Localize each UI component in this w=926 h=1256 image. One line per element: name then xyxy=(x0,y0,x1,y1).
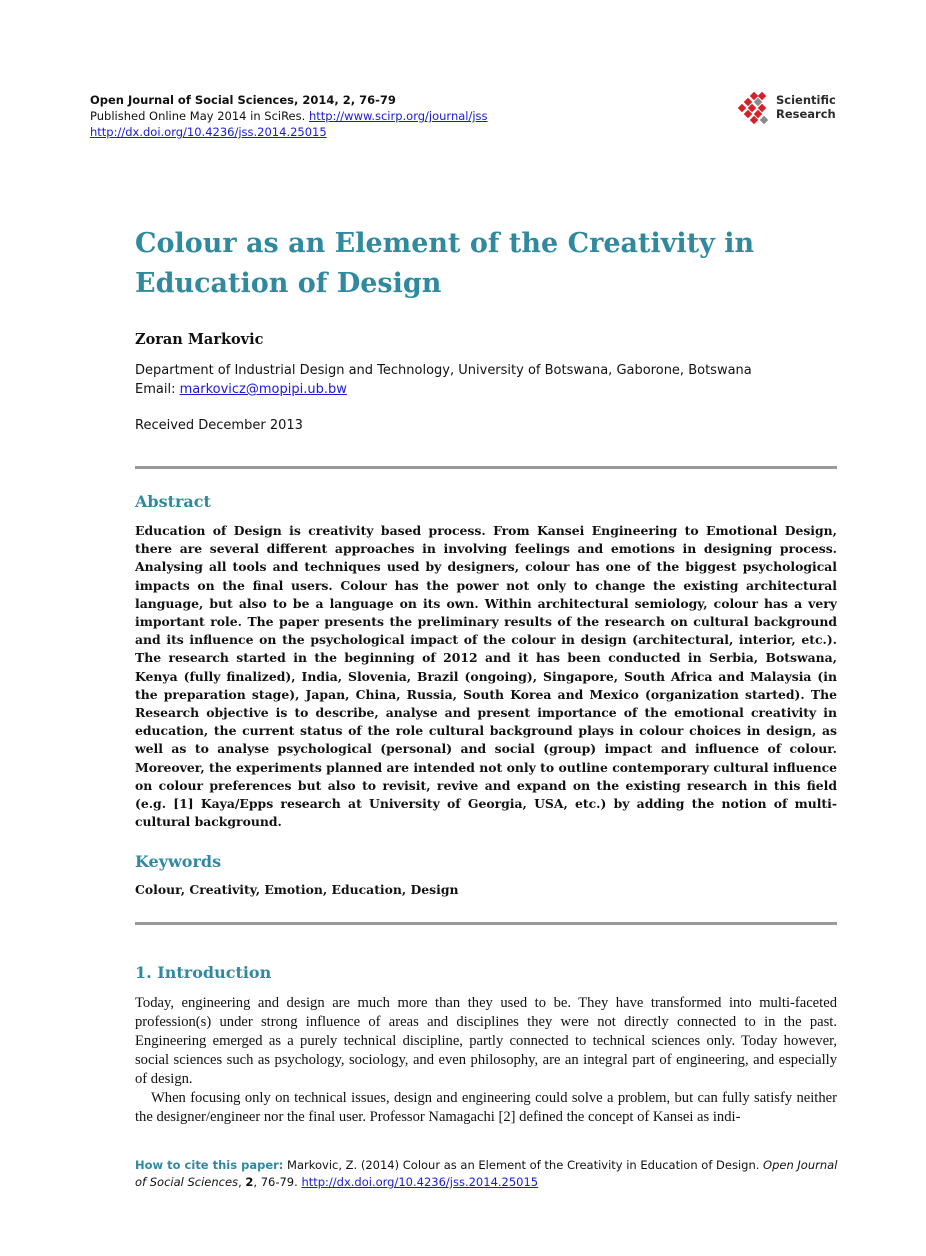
citation-label: How to cite this paper: xyxy=(135,1158,284,1172)
abstract-text: Education of Design is creativity based process. From Kansei Engineering to Emotional Design, there are several different approaches in involving feelings and emotions in designing process. Analysing all tools and techniques used by designers, colour has one of the biggest psychological impacts on the final users. Colour has the power not only to change the existing architectural language, but also to be a language on its own. Within architectural semiology, colour has a very important role. The paper presents the preliminary results of the research on cultural background and its influence on the psychological impact of the colour in design (architectural, interior, etc.). The research started in the beginning of 2012 and it has been conducted in Serbia, Botswana, Kenya (fully finalized), India, Slovenia, Brazil (ongoing), Singapore, South Africa and Malaysia (in the preparation stage), Japan, China, Russia, South Korea and Mexico (organization started). The Research objective is to describe, analyse and present importance of the emotional creativity in education, the current status of the role cultural background plays in colour choices in design, as well as to analyse psychological (personal) and social (group) impact and influence of colour. Moreover, the experiments planned are intended not only to outline contemporary cultural influence on colour preferences but also to revisit, revive and expand on the existing research in this field (e.g. [1] Kaya/Epps research at University of Georgia, USA, etc.) by adding the notion of multi-cultural background. xyxy=(135,523,837,830)
email-line xyxy=(135,380,752,399)
paper-title xyxy=(135,224,855,304)
email-label: Email: xyxy=(135,382,180,397)
divider-bottom xyxy=(135,922,837,925)
introduction-paragraph-1: Today, engineering and design are much more than they used to be. They have transformed into multi-faceted profession(s) under strong influence of areas and disciplines they were not directly connected to in the past. Engineering emerged as a purely technical discipline, partly connected to technical sciences only. Today however, social sciences such as psychology, sociology, and even philosophy, are an integral part of engineering, and especially of design. xyxy=(135,995,837,1087)
divider-top xyxy=(135,466,837,469)
citation-text-b: , xyxy=(238,1175,246,1189)
journal-header xyxy=(90,92,488,140)
scientific-research-logo[interactable] xyxy=(738,90,848,128)
journal-reference: Open Journal of Social Sciences, 2014, 2, 76-79 xyxy=(90,93,396,107)
keywords-heading: Keywords xyxy=(135,852,222,871)
citation-doi-link[interactable]: http://dx.doi.org/10.4236/jss.2014.25015 xyxy=(301,1175,539,1189)
logo-line-1: Scientific xyxy=(776,93,836,107)
introduction-heading: 1. Introduction xyxy=(135,963,272,982)
citation-text-a: Markovic, Z. (2014) Colour as an Element of the Creativity in Education of Design. xyxy=(283,1158,764,1172)
citation-footer xyxy=(135,1157,845,1191)
logo-diamonds xyxy=(738,92,768,124)
introduction-paragraph-2: When focusing only on technical issues, design and engineering could solve a problem, but can fully satisfy neither the designer/engineer nor the final user. Professor Namagachi [2] defined the concept of Kansei as indi- xyxy=(135,1090,837,1125)
citation-volume: 2 xyxy=(245,1175,254,1189)
author-name: Zoran Markovic xyxy=(135,331,264,348)
received-date: Received December 2013 xyxy=(135,418,303,433)
publication-line xyxy=(90,108,488,124)
keywords-text: Colour, Creativity, Emotion, Education, Design xyxy=(135,882,459,897)
journal-url-link[interactable]: http://www.scirp.org/journal/jss xyxy=(308,109,488,123)
citation-journal: Open Journal of Social Sciences xyxy=(135,1158,838,1189)
doi-link[interactable]: http://dx.doi.org/10.4236/jss.2014.25015 xyxy=(90,125,327,139)
logo-wordmark xyxy=(776,93,836,121)
logo-line-2: Research xyxy=(776,107,836,121)
title-line-1: Colour as an Element of the Creativity in xyxy=(135,228,755,259)
diamond-cluster-icon xyxy=(738,90,774,126)
email-link[interactable]: markovicz@mopipi.ub.bw xyxy=(179,382,347,397)
affiliation: Department of Industrial Design and Technology, University of Botswana, Gaborone, Botswana xyxy=(135,363,752,378)
title-line-2: Education of Design xyxy=(135,268,442,299)
doi-line xyxy=(90,124,488,140)
author-block xyxy=(135,361,752,399)
citation-text-c: , 76-79. xyxy=(253,1175,302,1189)
abstract-heading: Abstract xyxy=(135,492,211,511)
published-text: Published Online May 2014 in SciRes. xyxy=(90,109,309,123)
